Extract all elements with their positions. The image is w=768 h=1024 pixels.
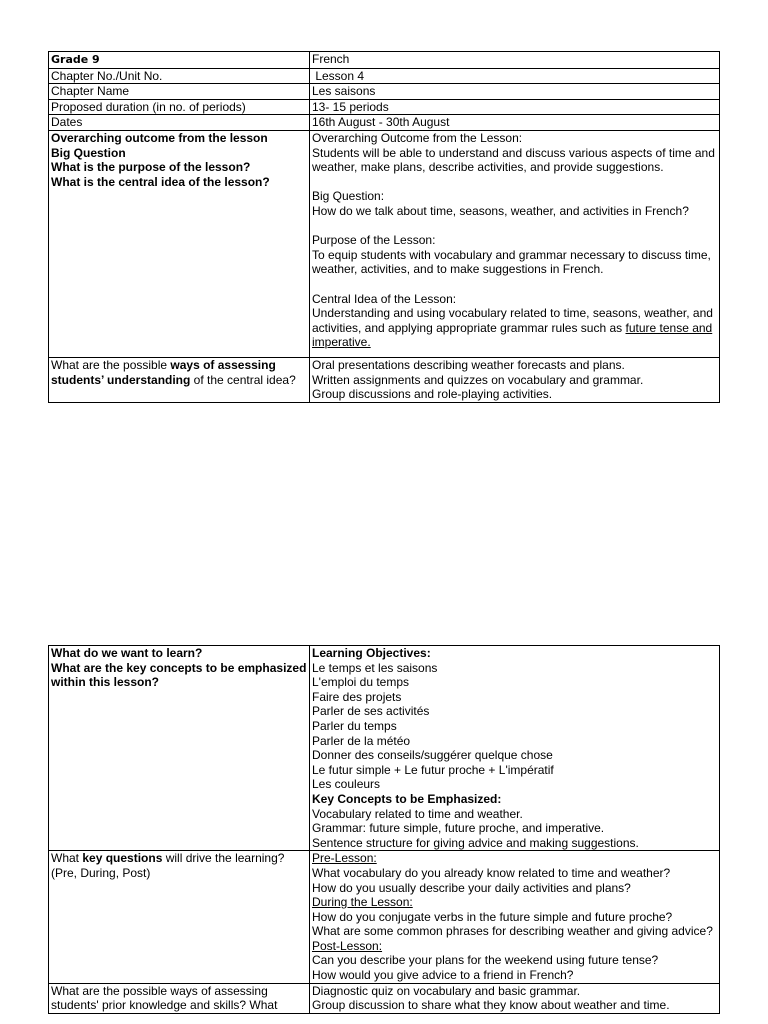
list-item: Le temps et les saisons [312,660,438,675]
list-item: Donner des conseils/suggérer quelque chose [312,748,553,763]
outcome-content-cell [310,130,720,357]
row-label: Chapter Name [49,84,310,100]
table-row [49,99,720,115]
list-item: Group discussion to share what they know about weather and time. [312,998,670,1013]
table-row [49,130,720,357]
row-value: 16th August - 30th August [310,115,720,131]
row-value: 13- 15 periods [310,99,720,115]
list-item: How would you give advice to a friend in French? [312,968,574,983]
purpose-label: What is the purpose of the lesson? [51,160,251,175]
list-item: Oral presentations describing weather forecasts and plans. [312,357,625,372]
table-row [49,983,720,1013]
list-item: Written assignments and quizzes on vocabulary and grammar. [312,372,644,387]
list-item: Grammar: future simple, future proche, and imperative. [312,821,605,836]
central-heading: Central Idea of the Lesson: [312,291,457,306]
table-row [49,851,720,983]
spacer [312,175,717,190]
key-questions-content [310,851,720,983]
spacer [312,277,717,292]
list-item: Faire des projets [312,689,402,704]
learning-plan-table [48,645,720,1014]
spacer [312,219,717,234]
list-item: Le futur simple + Le futur proche + L'impératif [312,762,554,777]
central-idea-label: What is the central idea of the lesson? [51,174,270,189]
prior-knowledge-label: What are the possible ways of assessing students' prior knowledge and skills? What [49,983,310,1013]
central-text: Understanding and using vocabulary related to time, seasons, weather, and activities, and applying appropriate grammar rules such as future tense and imperative. [312,306,713,350]
overarching-heading: Overarching Outcome from the Lesson: [312,130,523,145]
table-row [49,357,720,402]
during-lesson-heading: During the Lesson: [312,895,413,910]
grade-label: Grade 9 [51,53,100,66]
list-item: Parler du temps [312,718,397,733]
table-row [49,646,720,851]
big-question-text: How do we talk about time, seasons, weather, and activities in French? [312,203,689,218]
row-value: Les saisons [310,84,720,100]
table-row [49,68,720,84]
purpose-heading: Purpose of the Lesson: [312,233,436,248]
prior-knowledge-content [310,983,720,1013]
purpose-text: To equip students with vocabulary and grammar necessary to discuss time, weather, activities, and to make suggestions in French. [312,247,711,277]
table-row [49,84,720,100]
big-question-label: Big Question [51,145,126,160]
list-item: Parler de la météo [312,733,411,748]
lesson-info-table [48,51,720,403]
list-item: Sentence structure for giving advice and making suggestions. [312,835,639,850]
key-questions-label: What key questions will drive the learning? (Pre, During, Post) [49,851,310,983]
list-item: Vocabulary related to time and weather. [312,806,523,821]
overarching-text: Students will be able to understand and discuss various aspects of time and weather, make plans, describe activities, and provide suggestions. [312,145,715,175]
table-row [49,52,720,69]
central-underlined-text: future tense and imperative. [312,320,713,350]
list-item: Les couleurs [312,777,381,792]
list-item: Diagnostic quiz on vocabulary and basic grammar. [312,983,581,998]
objectives-heading: Learning Objectives: [312,646,431,660]
list-item: Can you describe your plans for the weekend using future tense? [312,953,659,968]
list-item: Parler de ses activités [312,704,430,719]
list-item: How do you conjugate verbs in the future simple and future proche? [312,909,673,924]
list-item: How do you usually describe your daily activities and plans? [312,880,631,895]
list-item: What vocabulary do you already know related to time and weather? [312,865,671,880]
table-row [49,115,720,131]
list-item: Group discussions and role-playing activities. [312,387,553,402]
list-item: L'emploi du temps [312,675,410,690]
row-label: Dates [49,115,310,131]
big-question-heading: Big Question: [312,189,385,204]
assessing-content [310,357,720,402]
learn-label: What do we want to learn? What are the key concepts to be emphasized within this lesson? [49,646,310,851]
row-value: French [310,52,720,69]
learn-content [310,646,720,851]
row-label [49,52,310,69]
outcome-label-cell [49,130,310,357]
pre-lesson-heading: Pre-Lesson: [312,851,377,866]
assessing-label: What are the possible ways of assessing students’ understanding of the central idea? [49,357,310,402]
concepts-heading: Key Concepts to be Emphasized: [312,791,502,806]
row-label: Proposed duration (in no. of periods) [49,99,310,115]
row-value: Lesson 4 [310,68,720,84]
post-lesson-heading: Post-Lesson: [312,938,383,953]
outcome-label: Overarching outcome from the lesson [51,130,268,145]
list-item: What are some common phrases for describing weather and giving advice? [312,924,713,939]
row-label: Chapter No./Unit No. [49,68,310,84]
